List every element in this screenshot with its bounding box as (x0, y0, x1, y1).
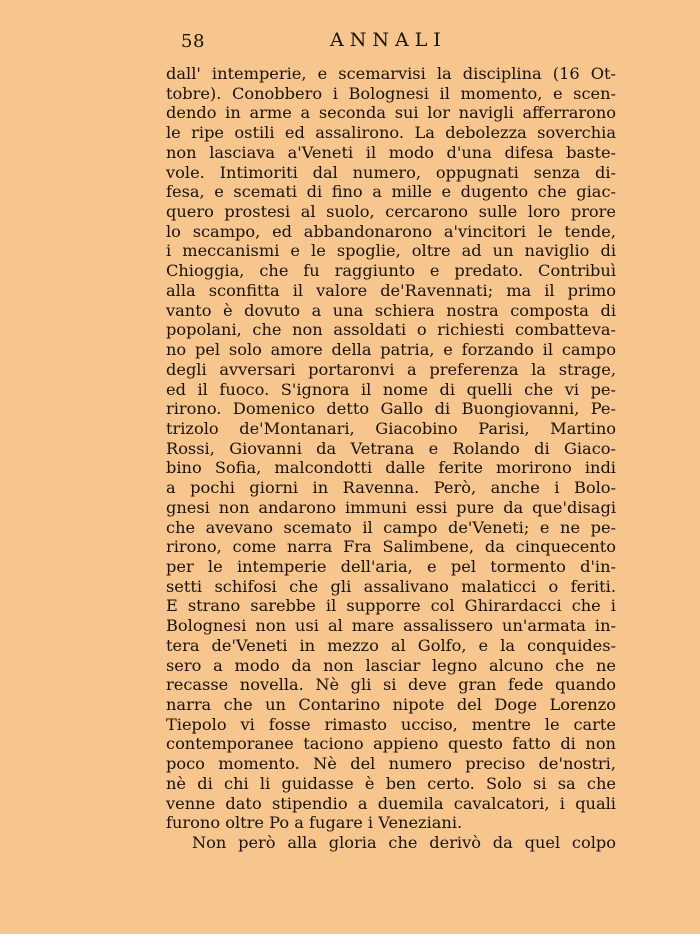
text-line: rirono. Domenico detto Gallo di Buongiovanni, Pe- (166, 399, 616, 419)
text-line: tera de'Veneti in mezzo al Golfo, e la conquides- (166, 635, 616, 655)
text-line: gnesi non andarono immuni essi pure da que'disagi (166, 497, 616, 517)
text-line: quero prostesi al suolo, cercarono sulle loro prore (166, 202, 616, 222)
page-number: 58 (181, 31, 205, 52)
text-line: nè di chi li guidasse è ben certo. Solo si sa che (166, 773, 616, 793)
text-line: rirono, come narra Fra Salimbene, da cinquecento (166, 537, 616, 557)
text-line: Rossi, Giovanni da Vetrana e Rolando di Giaco- (166, 438, 616, 458)
text-line: recasse novella. Nè gli si deve gran fede quando (166, 675, 616, 695)
text-line: vole. Intimoriti dal numero, oppugnati senza di- (166, 162, 616, 182)
text-line: poco momento. Nè del numero preciso de'nostri, (166, 754, 616, 774)
text-line: fesa, e scemati di fino a mille e dugento che giac- (166, 182, 616, 202)
text-line: dendo in arme a seconda sui lor navigli afferrarono (166, 103, 616, 123)
text-line: Bolognesi non usi al mare assalissero un'armata in- (166, 616, 616, 636)
text-line: per le intemperie dell'aria, e pel tormento d'in- (166, 556, 616, 576)
text-line: contemporanee taciono appieno questo fatto di non (166, 734, 616, 754)
text-line: lo scampo, ed abbandonarono a'vincitori le tende, (166, 221, 616, 241)
text-line: dall' intemperie, e scemarvisi la disciplina (16 Ot- (166, 64, 616, 83)
running-head: ANNALI (330, 29, 447, 51)
text-line: a pochi giorni in Ravenna. Però, anche i Bolo- (166, 478, 616, 498)
text-line: Non però alla gloria che derivò da quel colpo (192, 833, 616, 853)
text-line: che avevano scemato il campo de'Veneti; e ne pe- (166, 517, 616, 537)
text-line: non lasciava a'Veneti il modo d'una difesa baste- (166, 142, 616, 162)
text-line: le ripe ostili ed assalirono. La debolezza soverchia (166, 123, 616, 143)
text-line: furono oltre Po a fugare i Veneziani. (166, 813, 463, 833)
body-text (166, 64, 616, 853)
text-line: E strano sarebbe il supporre col Ghirardacci che i (166, 596, 616, 616)
text-line: popolani, che non assoldati o richiesti combatteva- (166, 320, 616, 340)
text-line: venne dato stipendio a duemila cavalcatori, i quali (166, 793, 616, 813)
text-line: Chioggia, che fu raggiunto e predato. Contribuì (166, 261, 616, 281)
text-line: no pel solo amore della patria, e forzando il campo (166, 340, 616, 360)
text-line: trizolo de'Montanari, Giacobino Parisi, Martino (166, 418, 616, 438)
text-line: ed il fuoco. S'ignora il nome di quelli che vi pe- (166, 379, 616, 399)
text-line: i meccanismi e le spoglie, oltre ad un naviglio di (166, 241, 616, 261)
text-line: setti schifosi che gli assalivano malaticci o feriti. (166, 576, 616, 596)
text-line: vanto è dovuto a una schiera nostra composta di (166, 300, 616, 320)
text-line: tobre). Conobbero i Bolognesi il momento, e scen- (166, 83, 616, 103)
text-line: narra che un Contarino nipote del Doge Lorenzo (166, 695, 616, 714)
text-line: alla sconfitta il valore de'Ravennati; ma il primo (166, 280, 616, 300)
text-line: sero a modo da non lasciar legno alcuno che ne (166, 655, 616, 675)
text-line: bino Sofia, malcondotti dalle ferite morirono indi (166, 458, 616, 478)
text-line: degli avversari portaronvi a preferenza la strage, (166, 359, 616, 379)
text-line: Tiepolo vi fosse rimasto ucciso, mentre le carte (166, 714, 616, 734)
